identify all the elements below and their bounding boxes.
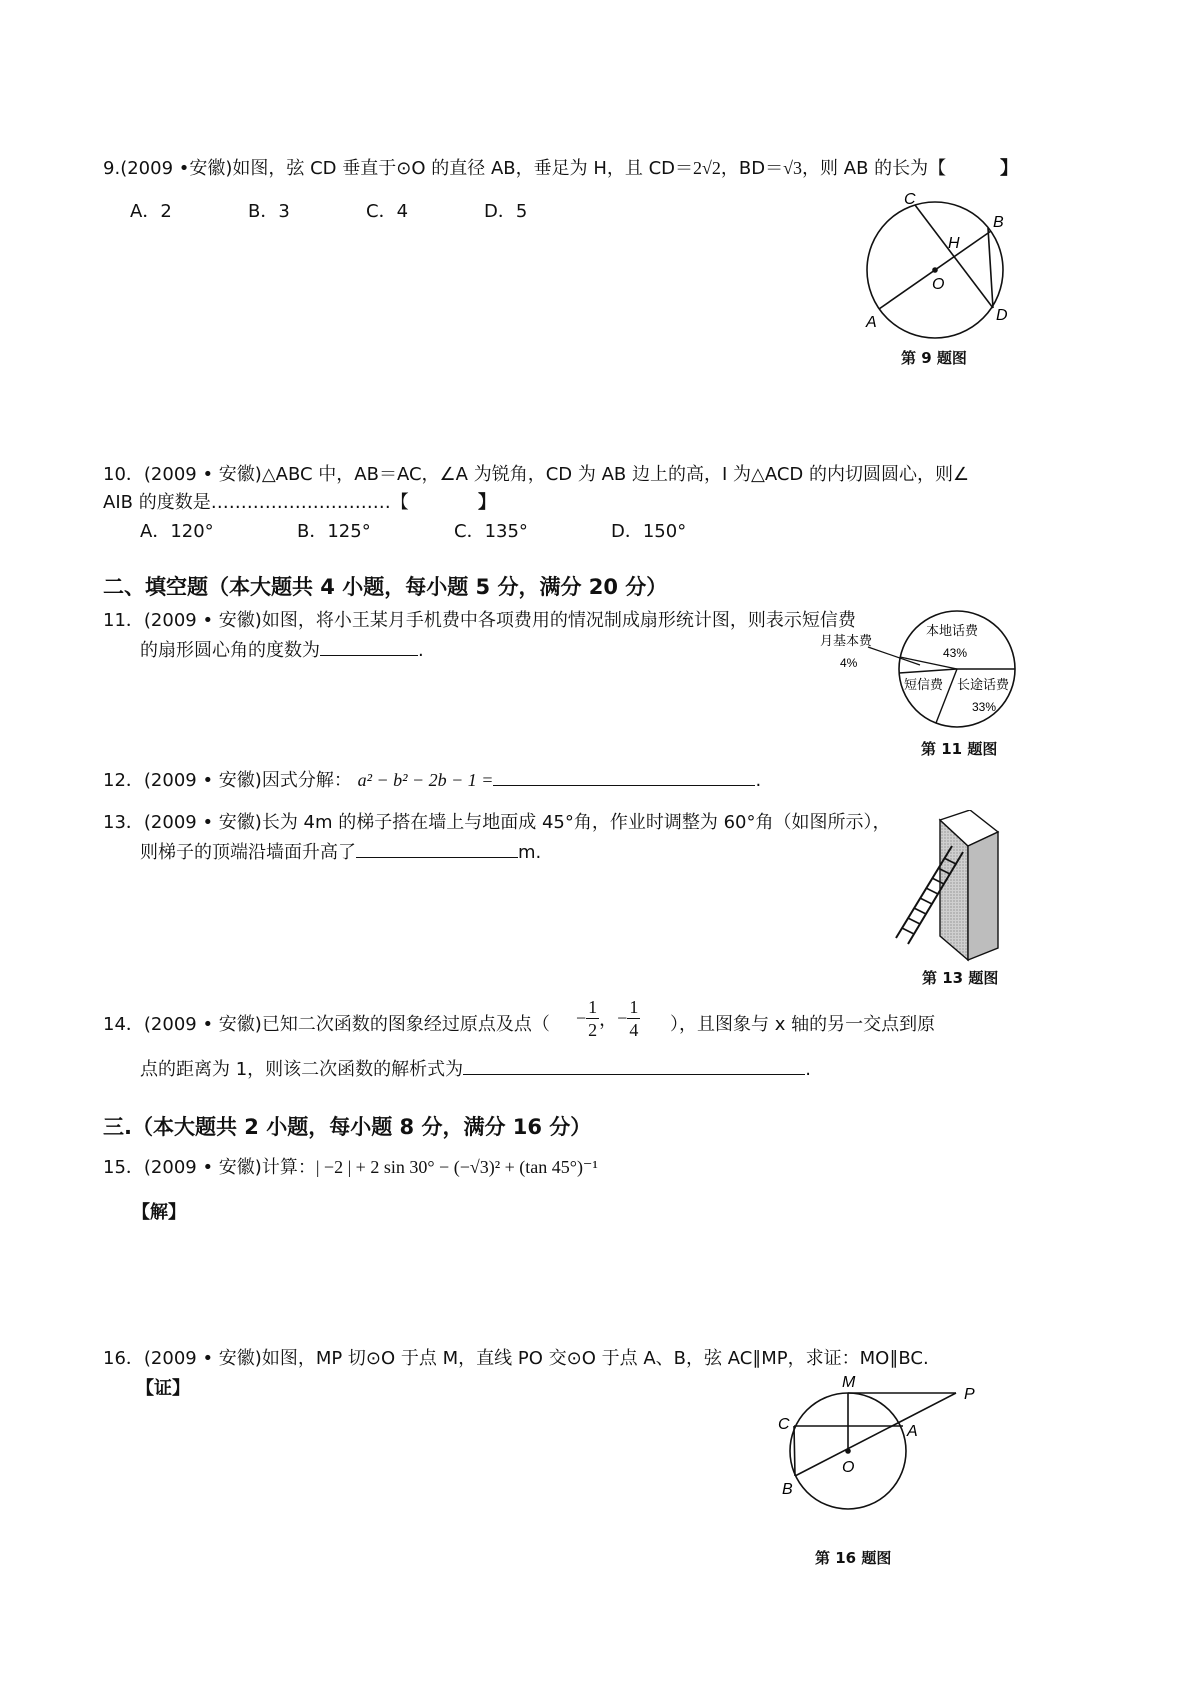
q13-ladder-figure — [890, 810, 1010, 970]
q16-number: 16． — [103, 1348, 144, 1369]
q15-source: (2009 • 安徽) — [143, 1157, 262, 1178]
pie-label-local: 本地话费 — [926, 623, 979, 638]
q9-label-c: C — [904, 191, 916, 208]
pie-label-sms: 短信费 — [904, 677, 944, 692]
q11-number: 11． — [103, 610, 144, 631]
q9-label-h: H — [948, 235, 960, 252]
pie-label-long-distance: 长途话费 — [957, 677, 1010, 692]
q12-number: 12． — [103, 770, 144, 791]
q13-number: 13． — [103, 812, 144, 833]
q13-line1 — [103, 808, 891, 834]
q16-answer-label: 【证】 — [136, 1378, 190, 1399]
q14-source: (2009 • 安徽) — [143, 1014, 262, 1035]
q13-line2 — [140, 838, 541, 864]
q9-option-c: C．4 — [366, 201, 409, 222]
pie-divider-left2 — [899, 669, 957, 673]
q16-label-b: B — [782, 1481, 793, 1498]
q14-line1 — [103, 1010, 550, 1036]
q9-option-a: A．2 — [130, 201, 172, 222]
wall-side — [968, 832, 998, 960]
q15-answer-label: 【解】 — [132, 1202, 186, 1223]
q10-option-a: A．120° — [140, 521, 214, 542]
pie-value-local: 43% — [943, 646, 968, 660]
q12-end: . — [755, 770, 762, 791]
q15-number: 15． — [103, 1157, 144, 1178]
q15-expression: | −2 | + 2 sin 30° − (−√3)² + (tan 45°)⁻¹ — [315, 1157, 598, 1177]
q12-source: (2009 • 安徽) — [143, 770, 262, 791]
q10-line1 — [103, 460, 969, 486]
q11-text2: 的扇形圆心角的度数为 — [140, 640, 320, 661]
q13-answer-blank[interactable] — [356, 839, 518, 858]
q9-cd-value: 2√2 — [693, 158, 721, 178]
q11-caption: 第 11 题图 — [921, 740, 998, 758]
q12-expression: a² − b² − 2b − 1 = — [357, 770, 494, 790]
q9-option-b: B．3 — [248, 201, 290, 222]
q11-answer-blank[interactable] — [320, 637, 418, 656]
q14-answer-blank[interactable] — [463, 1056, 805, 1075]
q16-text: 如图，MP 切⊙O 于点 M，直线 PO 交⊙O 于点 A、B，弦 AC∥MP，求证：MO∥BC. — [261, 1348, 929, 1369]
section2-title: 二、填空题（本大题共 4 小题，每小题 5 分，满分 20 分） — [103, 575, 668, 599]
q16-center-dot — [845, 1448, 851, 1454]
q14-text2: 点的距离为 1，则该二次函数的解析式为 — [140, 1059, 464, 1080]
q9-number: 9. — [103, 158, 121, 179]
q11-text1: 如图，将小王某月手机费中各项费用的情况制成扇形统计图，则表示短信费 — [261, 610, 856, 631]
q10-options — [140, 517, 686, 543]
q16-label-c: C — [778, 1416, 790, 1433]
q14-fraction-y: $\frac{1}{4}$ — [629, 997, 639, 1040]
q9-text-tail: ，则 AB 的长为【 — [802, 158, 947, 179]
q15-text: 计算： — [261, 1157, 316, 1178]
q10-option-d: D．150° — [611, 521, 687, 542]
q16-label-a: A — [907, 1423, 918, 1440]
q10-source: (2009 • 安徽) — [143, 464, 262, 485]
pie-leader-line — [868, 647, 920, 665]
q11-pie-chart — [800, 605, 1020, 735]
q9-label-a: A — [866, 314, 877, 331]
q14-end: . — [805, 1059, 811, 1080]
q9-label-b: B — [993, 214, 1004, 231]
q10-bracket-end: 】 — [478, 492, 496, 513]
pie-label-base: 月基本费 — [820, 633, 873, 648]
q9-chord-bd — [988, 228, 993, 308]
q16-caption: 第 16 题图 — [815, 1549, 892, 1567]
q14-fraction-x: $\frac{1}{2}$ — [588, 997, 598, 1040]
q9-line — [103, 154, 946, 180]
q13-caption: 第 13 题图 — [922, 969, 999, 987]
q14-point-coordinates: − $\frac{1}{2}$ ，− $\frac{1}{4}$ — [576, 997, 639, 1040]
q9-text-mid: ，BD＝ — [720, 158, 784, 179]
q15-line — [103, 1153, 598, 1179]
q9-bracket-end: 】 — [1000, 158, 1018, 179]
q16-label-p: P — [964, 1386, 975, 1403]
q10-text1: △ABC 中，AB＝AC，∠A 为锐角，CD 为 AB 边上的高，I 为△ACD 的内切圆圆心，则∠ — [261, 464, 970, 485]
q10-line2 — [103, 488, 409, 514]
q9-option-d: D．5 — [484, 201, 528, 222]
q11-line1 — [103, 606, 856, 632]
q10-option-b: B．125° — [297, 521, 371, 542]
q12-answer-blank[interactable] — [493, 767, 755, 786]
q13-source: (2009 • 安徽) — [143, 812, 262, 833]
q16-label-o: O — [842, 1459, 855, 1476]
q9-label-o: O — [932, 276, 945, 293]
q11-end: . — [418, 640, 424, 661]
q9-bd-value: √3 — [783, 158, 803, 178]
q9-center-dot — [932, 267, 938, 273]
q10-number: 10． — [103, 464, 144, 485]
q14-line2 — [140, 1055, 811, 1081]
q10-text2: AIB 的度数是…………………………【 — [103, 492, 409, 513]
q9-text: 如图，弦 CD 垂直于⊙O 的直径 AB，垂足为 H，且 CD＝ — [232, 158, 694, 179]
q13-unit: m. — [518, 842, 542, 863]
q9-label-d: D — [996, 307, 1008, 324]
q12-line — [103, 766, 761, 792]
q16-chord-bc — [794, 1426, 795, 1476]
q9-caption: 第 9 题图 — [901, 349, 967, 367]
q16-figure — [770, 1370, 990, 1530]
q9-figure — [860, 185, 1020, 345]
q14-number: 14． — [103, 1014, 144, 1035]
q16-label-m: M — [842, 1374, 856, 1391]
q16-line-po — [795, 1393, 956, 1476]
q9-source: (2009 •安徽) — [120, 158, 233, 179]
q13-text1: 长为 4m 的梯子搭在墙上与地面成 45°角，作业时调整为 60°角（如图所示）， — [261, 812, 891, 833]
q11-source: (2009 • 安徽) — [143, 610, 262, 631]
q12-text: 因式分解： — [261, 770, 352, 791]
q14-text1: 已知二次函数的图象经过原点及点（ — [261, 1014, 550, 1035]
pie-value-base: 4% — [840, 656, 858, 670]
q16-line — [103, 1344, 929, 1370]
q11-line2 — [140, 636, 424, 662]
q10-option-c: C．135° — [454, 521, 528, 542]
section3-title: 三.（本大题共 2 小题，每小题 8 分，满分 16 分） — [103, 1115, 592, 1139]
q13-text2: 则梯子的顶端沿墙面升高了 — [140, 842, 356, 863]
pie-value-long-distance: 33% — [972, 700, 997, 714]
q14-line1b: ），且图象与 x 轴的另一交点到原 — [670, 1014, 936, 1035]
q16-source: (2009 • 安徽) — [143, 1348, 262, 1369]
q9-options — [130, 197, 527, 223]
